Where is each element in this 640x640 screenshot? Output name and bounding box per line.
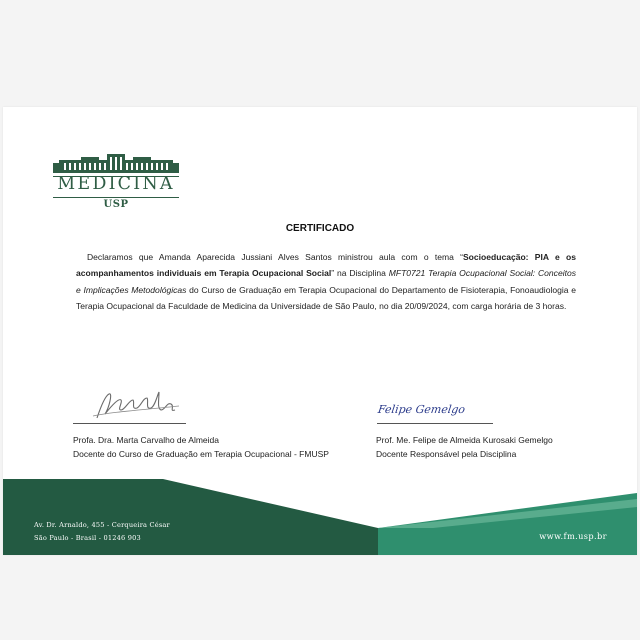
footer-address-line1: Av. Dr. Arnaldo, 455 - Cerqueira César: [34, 521, 170, 529]
footer-url-link[interactable]: www.fm.usp.br: [539, 531, 607, 541]
logo-usp: USP: [103, 199, 129, 210]
body-course: MFT0721 Terapia Ocupacional Social: Conceitos e Implicações Metodológicas: [76, 268, 577, 295]
signature-right-name: Prof. Me. Felipe de Almeida Kurosaki Gemelgo: [376, 435, 553, 445]
signature-left-role: Docente do Curso de Graduação em Terapia Ocupacional - FMUSP: [73, 449, 329, 459]
body-theme: Socioeducação: PIA e os acompanhamentos individuais em Terapia Ocupacional Social: [76, 252, 576, 279]
footer-address-line2: São Paulo - Brasil - 01246 903: [34, 534, 141, 542]
logo-wordmark: MEDICINA: [57, 174, 175, 194]
signature-right-handwriting: Felipe Gemelgo: [377, 403, 466, 416]
body-part-3: do Curso de Graduação em Terapia Ocupacional do Departamento de Fisioterapia, Fonoaudiologia e Terapia Ocupacional da Faculdade de Medicina da Universidade de São Paulo, no dia 20/09/2024, com carga horária de 3 horas.: [76, 284, 576, 312]
footer-band: [3, 107, 637, 555]
signature-right-role: Docente Responsável pela Disciplina: [376, 449, 517, 459]
signature-left-name: Profa. Dra. Marta Carvalho de Almeida: [73, 435, 219, 445]
footer-dark-green: [3, 479, 378, 555]
certificate-title: CERTIFICADO: [285, 223, 355, 234]
certificate-page: [3, 107, 637, 555]
body-part-1: Declaramos que Amanda Aparecida Jussiani Alves Santos ministrou aula com o tema “: [87, 252, 463, 262]
body-part-2: ” na Disciplina: [331, 268, 389, 279]
